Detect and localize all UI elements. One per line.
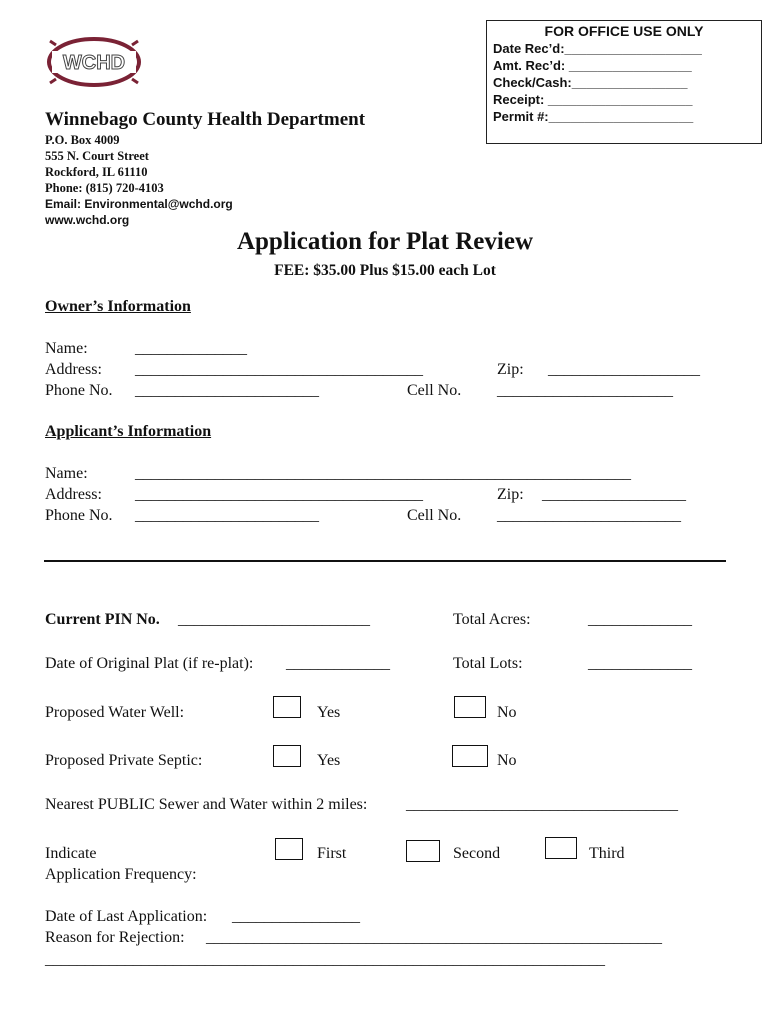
office-use-box <box>486 20 762 144</box>
indicate-label: Indicate <box>45 845 97 862</box>
owner-zip-input[interactable]: ___________________ <box>548 361 700 378</box>
frequency-third-checkbox[interactable] <box>545 837 577 859</box>
frequency-first-label: First <box>317 845 347 862</box>
applicant-zip-input[interactable]: __________________ <box>542 486 686 503</box>
total-lots-input[interactable]: _____________ <box>588 655 692 672</box>
address-po-box: P.O. Box 4009 <box>45 133 120 147</box>
pin-input[interactable]: ________________________ <box>178 611 370 628</box>
total-acres-input[interactable]: _____________ <box>588 611 692 628</box>
rejection-reason-continuation[interactable]: ______________________________________________________________________ <box>45 951 605 968</box>
address-city: Rockford, IL 61110 <box>45 165 148 179</box>
applicant-zip-label: Zip: <box>497 486 524 503</box>
original-plat-input[interactable]: _____________ <box>286 655 390 672</box>
owner-address-input[interactable]: ____________________________________ <box>135 361 423 378</box>
owner-name-input[interactable]: ______________ <box>135 340 247 357</box>
applicant-name-input[interactable]: ______________________________________________________________ <box>135 465 631 482</box>
water-well-no-label: No <box>497 704 517 721</box>
address-email: Email: Environmental@wchd.org <box>45 197 233 211</box>
department-name: Winnebago County Health Department <box>45 109 366 130</box>
rejection-reason-input[interactable]: _________________________________________________________ <box>206 929 662 946</box>
water-well-yes-checkbox[interactable] <box>273 696 301 718</box>
applicant-address-input[interactable]: ____________________________________ <box>135 486 423 503</box>
wchd-logo <box>46 37 142 87</box>
owner-phone-input[interactable]: _______________________ <box>135 382 319 399</box>
owner-cell-label: Cell No. <box>407 382 462 399</box>
water-well-yes-label: Yes <box>317 704 341 721</box>
sewer-water-label: Nearest PUBLIC Sewer and Water within 2 miles: <box>45 796 368 813</box>
address-street: 555 N. Court Street <box>45 149 149 163</box>
application-frequency-label: Application Frequency: <box>45 866 197 883</box>
frequency-third-label: Third <box>589 845 625 862</box>
sewer-water-input[interactable]: __________________________________ <box>406 796 678 813</box>
applicant-cell-label: Cell No. <box>407 507 462 524</box>
owner-section-heading: Owner’s Information <box>45 298 191 315</box>
owner-cell-input[interactable]: ______________________ <box>497 382 673 399</box>
water-well-label: Proposed Water Well: <box>45 704 185 721</box>
owner-address-label: Address: <box>45 361 102 378</box>
applicant-phone-label: Phone No. <box>45 507 113 524</box>
owner-phone-label: Phone No. <box>45 382 113 399</box>
septic-no-checkbox[interactable] <box>452 745 488 767</box>
logo-text: WCHD <box>62 52 126 74</box>
frequency-first-checkbox[interactable] <box>275 838 303 860</box>
last-application-label: Date of Last Application: <box>45 908 208 925</box>
amount-received-field: Amt. Rec’d: _________________ <box>493 58 692 73</box>
frequency-second-label: Second <box>453 845 501 862</box>
fee-line: FEE: $35.00 Plus $15.00 each Lot <box>274 262 496 279</box>
owner-zip-label: Zip: <box>497 361 524 378</box>
date-received-field: Date Rec’d:___________________ <box>493 41 702 56</box>
applicant-section-heading: Applicant’s Information <box>45 423 212 440</box>
check-cash-field: Check/Cash:________________ <box>493 75 688 90</box>
applicant-phone-input[interactable]: _______________________ <box>135 507 319 524</box>
section-divider <box>44 560 726 562</box>
septic-no-label: No <box>497 752 517 769</box>
permit-field: Permit #:____________________ <box>493 109 694 124</box>
rejection-reason-label: Reason for Rejection: <box>45 929 185 946</box>
septic-label: Proposed Private Septic: <box>45 752 203 769</box>
applicant-address-label: Address: <box>45 486 102 503</box>
applicant-name-label: Name: <box>45 465 88 482</box>
total-lots-label: Total Lots: <box>453 655 523 672</box>
water-well-no-checkbox[interactable] <box>454 696 486 718</box>
form-title: Application for Plat Review <box>236 228 534 255</box>
last-application-input[interactable]: ________________ <box>232 908 360 925</box>
receipt-field: Receipt: ____________________ <box>493 92 693 107</box>
original-plat-label: Date of Original Plat (if re-plat): <box>45 655 254 672</box>
office-use-title: FOR OFFICE USE ONLY <box>544 23 704 39</box>
pin-label: Current PIN No. <box>45 611 160 628</box>
address-website: www.wchd.org <box>45 213 130 227</box>
address-phone: Phone: (815) 720-4103 <box>45 181 164 195</box>
total-acres-label: Total Acres: <box>453 611 531 628</box>
frequency-second-checkbox[interactable] <box>406 840 440 862</box>
septic-yes-checkbox[interactable] <box>273 745 301 767</box>
applicant-cell-input[interactable]: _______________________ <box>497 507 681 524</box>
owner-name-label: Name: <box>45 340 88 357</box>
septic-yes-label: Yes <box>317 752 341 769</box>
